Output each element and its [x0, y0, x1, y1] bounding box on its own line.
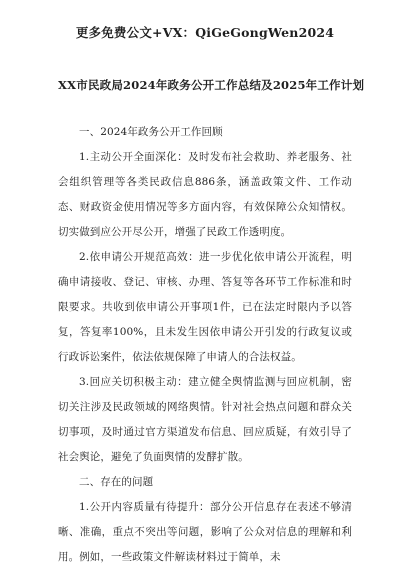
- paragraph: 1.主动公开全面深化：及时发布社会救助、养老服务、社会组织管理等各类民政信息886条，涵盖政策文件、工作动态、财政资金使用情况等多方面内容，有效保障公众知情权。切实做到应公开尽公开，增强了民政工作透明度。: [58, 151, 352, 238]
- promo-header: 更多免费公文+VX：QiGeGongWen2024: [75, 25, 335, 40]
- section-heading: 二、存在的问题: [79, 476, 154, 488]
- document-title: XX市民政局2024年政务公开工作总结及2025年工作计划: [58, 78, 365, 92]
- paragraph: 1.公开内容质量有待提升：部分公开信息存在表述不够清晰、准确，重点不突出等问题，影响了公众对信息的理解和利用。例如，一些政策文件解读材料过于简单，未: [58, 501, 352, 563]
- paragraph: 3.回应关切积极主动：建立健全舆情监测与回应机制，密切关注涉及民政领域的网络舆情。针对社会热点问题和群众关切事项，及时通过官方渠道发布信息、回应质疑，有效引导了社会舆论，避免了负面舆情的发酵扩散。: [58, 376, 352, 463]
- paragraph: 2.依申请公开规范高效：进一步优化依申请公开流程，明确申请接收、登记、审核、办理、答复等各环节工作标准和时限要求。共收到依申请公开事项1件，已在法定时限内予以答复，答复率100%，且未发生因依申请公开引发的行政复议或行政诉讼案件，依法依规保障了申请人的合法权益。: [58, 251, 352, 363]
- section-heading: 一、2024年政务公开工作回顾: [79, 126, 223, 138]
- document-body: [58, 120, 352, 570]
